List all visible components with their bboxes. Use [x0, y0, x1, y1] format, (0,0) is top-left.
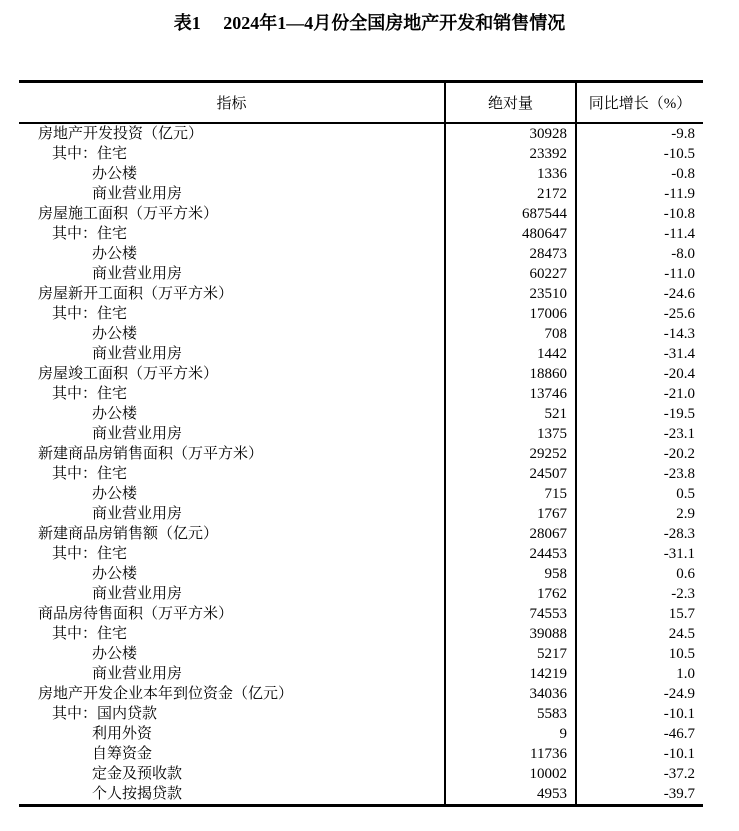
absolute-value: 715	[444, 484, 575, 504]
absolute-value: 10002	[444, 764, 575, 784]
table-row	[19, 404, 703, 424]
table-row	[19, 504, 703, 524]
table-row	[19, 584, 703, 604]
absolute-value: 687544	[444, 204, 575, 224]
growth-value: -10.1	[575, 744, 703, 764]
growth-value: -23.8	[575, 464, 703, 484]
table-row	[19, 684, 703, 704]
indicator-label: 其中：住宅	[52, 466, 128, 482]
indicator-label: 新建商品房销售面积（万平方米）	[38, 446, 264, 462]
indicator-label: 商业营业用房	[92, 426, 183, 442]
col-header-growth: 同比增长（%）	[575, 83, 703, 122]
table-row	[19, 524, 703, 544]
absolute-value: 5217	[444, 644, 575, 664]
growth-value: -10.1	[575, 704, 703, 724]
table-row	[19, 304, 703, 324]
growth-value: -20.4	[575, 364, 703, 384]
table-row	[19, 424, 703, 444]
table-row	[19, 384, 703, 404]
indicator-label: 利用外资	[92, 726, 153, 742]
growth-value: -8.0	[575, 244, 703, 264]
indicator-label: 其中：住宅	[52, 306, 128, 322]
indicator-label: 个人按揭贷款	[92, 786, 183, 802]
indicator-label: 办公楼	[92, 166, 138, 182]
indicator-label: 办公楼	[92, 326, 138, 342]
indicator-label: 商业营业用房	[92, 266, 183, 282]
table-row	[19, 344, 703, 364]
growth-value: -11.0	[575, 264, 703, 284]
absolute-value: 17006	[444, 304, 575, 324]
growth-value: 1.0	[575, 664, 703, 684]
growth-value: -10.8	[575, 204, 703, 224]
indicator-label: 商品房待售面积（万平方米）	[38, 606, 234, 622]
growth-value: -11.9	[575, 184, 703, 204]
table-row	[19, 644, 703, 664]
growth-value: 2.9	[575, 504, 703, 524]
absolute-value: 4953	[444, 784, 575, 804]
indicator-label: 新建商品房销售额（亿元）	[38, 526, 219, 542]
indicator-label: 商业营业用房	[92, 666, 183, 682]
growth-value: -25.6	[575, 304, 703, 324]
table-row	[19, 604, 703, 624]
growth-value: -31.1	[575, 544, 703, 564]
growth-value: -14.3	[575, 324, 703, 344]
absolute-value: 39088	[444, 624, 575, 644]
growth-value: -37.2	[575, 764, 703, 784]
table-row	[19, 444, 703, 464]
indicator-label: 办公楼	[92, 566, 138, 582]
indicator-label: 定金及预收款	[92, 766, 183, 782]
indicator-label: 办公楼	[92, 486, 138, 502]
indicator-label: 其中：国内贷款	[52, 706, 158, 722]
growth-value: -23.1	[575, 424, 703, 444]
growth-value: -21.0	[575, 384, 703, 404]
table-row	[19, 224, 703, 244]
table-body	[19, 124, 703, 804]
absolute-value: 14219	[444, 664, 575, 684]
indicator-label: 其中：住宅	[52, 146, 128, 162]
growth-value: -0.8	[575, 164, 703, 184]
indicator-label: 房屋竣工面积（万平方米）	[38, 366, 219, 382]
absolute-value: 480647	[444, 224, 575, 244]
col-header-absolute: 绝对量	[444, 83, 575, 122]
table-row	[19, 664, 703, 684]
table-row	[19, 284, 703, 304]
table-row	[19, 324, 703, 344]
absolute-value: 1767	[444, 504, 575, 524]
indicator-label: 自筹资金	[92, 746, 153, 762]
absolute-value: 521	[444, 404, 575, 424]
indicator-label: 其中：住宅	[52, 546, 128, 562]
table-row	[19, 564, 703, 584]
growth-value: -24.6	[575, 284, 703, 304]
growth-value: -28.3	[575, 524, 703, 544]
table-row	[19, 744, 703, 764]
table-row	[19, 784, 703, 804]
absolute-value: 1762	[444, 584, 575, 604]
growth-value: -19.5	[575, 404, 703, 424]
absolute-value: 28473	[444, 244, 575, 264]
growth-value: -24.9	[575, 684, 703, 704]
col-header-indicator: 指标	[216, 96, 247, 112]
table-row	[19, 184, 703, 204]
table-row	[19, 464, 703, 484]
absolute-value: 2172	[444, 184, 575, 204]
absolute-value: 13746	[444, 384, 575, 404]
table-row	[19, 264, 703, 284]
table-row	[19, 764, 703, 784]
table-row	[19, 364, 703, 384]
absolute-value: 1442	[444, 344, 575, 364]
absolute-value: 9	[444, 724, 575, 744]
absolute-value: 29252	[444, 444, 575, 464]
table-row	[19, 624, 703, 644]
absolute-value: 60227	[444, 264, 575, 284]
indicator-label: 房地产开发投资（亿元）	[38, 126, 204, 142]
indicator-label: 办公楼	[92, 646, 138, 662]
table-row	[19, 244, 703, 264]
table-row	[19, 204, 703, 224]
absolute-value: 5583	[444, 704, 575, 724]
absolute-value: 23392	[444, 144, 575, 164]
table-row	[19, 124, 703, 144]
growth-value: 15.7	[575, 604, 703, 624]
table-row	[19, 724, 703, 744]
indicator-label: 办公楼	[92, 406, 138, 422]
absolute-value: 708	[444, 324, 575, 344]
absolute-value: 28067	[444, 524, 575, 544]
absolute-value: 1336	[444, 164, 575, 184]
growth-value: -46.7	[575, 724, 703, 744]
growth-value: -31.4	[575, 344, 703, 364]
growth-value: -10.5	[575, 144, 703, 164]
absolute-value: 30928	[444, 124, 575, 144]
absolute-value: 24507	[444, 464, 575, 484]
indicator-label: 商业营业用房	[92, 346, 183, 362]
growth-value: 0.6	[575, 564, 703, 584]
table-title: 表1 2024年1—4月份全国房地产开发和销售情况	[173, 13, 566, 33]
growth-value: 10.5	[575, 644, 703, 664]
indicator-label: 商业营业用房	[92, 506, 183, 522]
indicator-label: 其中：住宅	[52, 626, 128, 642]
absolute-value: 23510	[444, 284, 575, 304]
growth-value: 24.5	[575, 624, 703, 644]
absolute-value: 34036	[444, 684, 575, 704]
stats-table	[19, 80, 703, 807]
table-row	[19, 484, 703, 504]
growth-value: -39.7	[575, 784, 703, 804]
absolute-value: 18860	[444, 364, 575, 384]
table-header-row	[19, 83, 703, 124]
table-row	[19, 704, 703, 724]
growth-value: -2.3	[575, 584, 703, 604]
growth-value: -20.2	[575, 444, 703, 464]
growth-value: -11.4	[575, 224, 703, 244]
table-row	[19, 144, 703, 164]
indicator-label: 商业营业用房	[92, 186, 183, 202]
indicator-label: 办公楼	[92, 246, 138, 262]
absolute-value: 1375	[444, 424, 575, 444]
absolute-value: 74553	[444, 604, 575, 624]
indicator-label: 房地产开发企业本年到位资金（亿元）	[38, 686, 294, 702]
indicator-label: 其中：住宅	[52, 226, 128, 242]
growth-value: 0.5	[575, 484, 703, 504]
growth-value: -9.8	[575, 124, 703, 144]
absolute-value: 11736	[444, 744, 575, 764]
absolute-value: 24453	[444, 544, 575, 564]
indicator-label: 房屋新开工面积（万平方米）	[38, 286, 234, 302]
table-row	[19, 544, 703, 564]
absolute-value: 958	[444, 564, 575, 584]
indicator-label: 其中：住宅	[52, 386, 128, 402]
table-row	[19, 164, 703, 184]
indicator-label: 房屋施工面积（万平方米）	[38, 206, 219, 222]
indicator-label: 商业营业用房	[92, 586, 183, 602]
